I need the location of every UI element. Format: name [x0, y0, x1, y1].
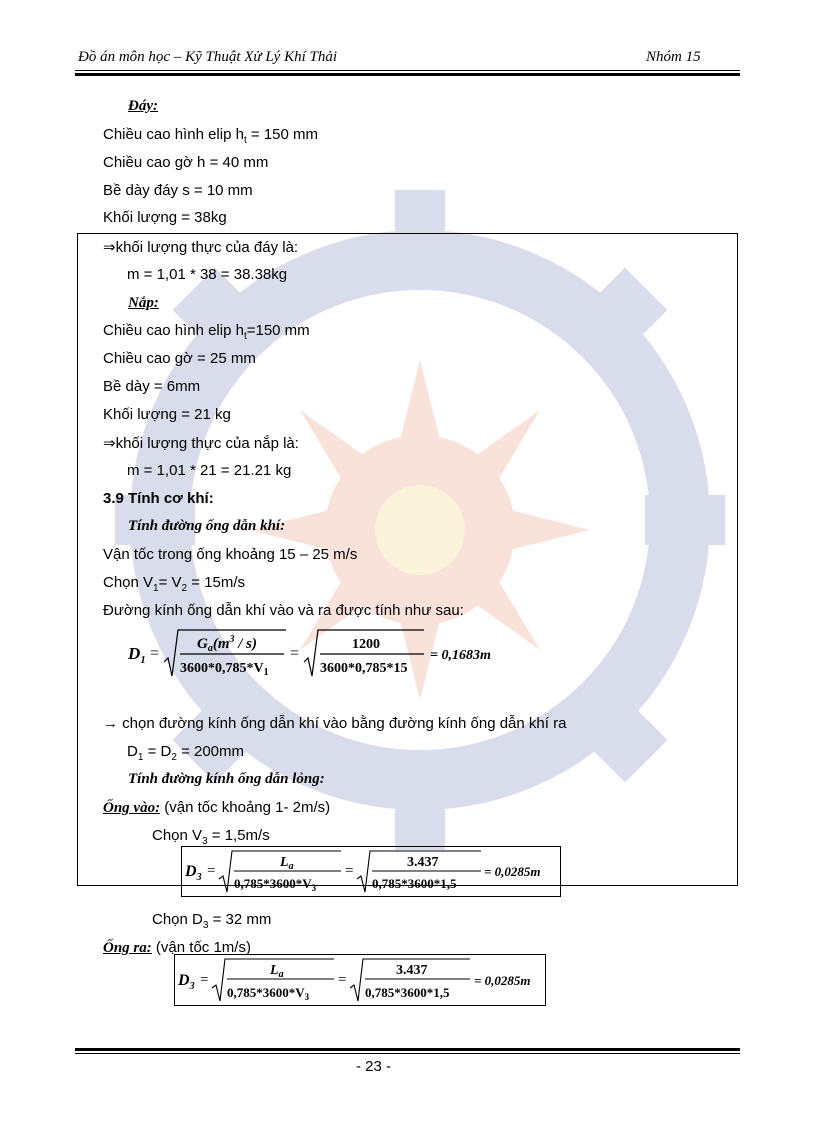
header-rule-thick: [75, 73, 740, 76]
bottom-real-mass: m = 1,01 * 38 = 38.38kg: [127, 266, 288, 283]
lid-mass: Khối lượng = 21 kg: [103, 406, 231, 423]
inlet-heading: Ống vào:: [103, 800, 161, 816]
svg-text:=: =: [338, 972, 347, 988]
lid-real-mass: m = 1,01 * 21 = 21.21 kg: [127, 462, 292, 479]
gas-diameter-intro: Đường kính ống dẫn khí vào và ra được tính như sau:: [103, 602, 464, 619]
svg-text:=: =: [345, 863, 354, 879]
bottom-real-mass-label: ⇒khối lượng thực của đáy là:: [103, 239, 299, 256]
svg-text:3.437: 3.437: [396, 963, 428, 978]
svg-text:1200: 1200: [352, 637, 380, 652]
bottom-heading: Đáy:: [128, 98, 158, 114]
header-group: Nhóm 15: [646, 49, 701, 65]
svg-text:=: =: [207, 863, 216, 879]
svg-text:3600*0,785*15: 3600*0,785*15: [320, 661, 408, 676]
outlet-heading: Ống ra:: [103, 940, 152, 956]
implies-arrow-icon: ⇒: [103, 239, 116, 256]
svg-text:=: =: [150, 645, 160, 662]
gas-velocity-range: Vận tốc trong ống khoảng 15 – 25 m/s: [103, 546, 358, 563]
gas-velocity-choice: Chọn $V_1= V_2 = 15m/s$: [103, 574, 246, 594]
header-title: Đồ án môn học – Kỹ Thuật Xử Lý Khí Thải: [78, 49, 338, 65]
inlet-diameter-equation: [185, 848, 557, 894]
gas-diameter-equation: [128, 626, 518, 680]
svg-text:La: $L_a$: [280, 855, 294, 872]
bottom-mass: Khối lượng = 38kg: [103, 209, 227, 226]
bottom-ellipse-height: Chiều cao hình elip $h_t = 150$ mm: [103, 126, 318, 146]
svg-text:0,785*3600*V3: $0,785*3600*V_3$: [227, 985, 310, 1002]
svg-text:=: =: [200, 972, 209, 988]
svg-text:= 0,1683m: = 0,1683m: [430, 648, 491, 663]
diameter-choice-note: → chọn đường kính ống dẫn khí vào bằng đường kính ống dẫn khí ra: [103, 715, 567, 732]
section-heading: 3.9 Tính cơ khí:: [103, 490, 214, 507]
svg-text:3600*0,785*V1: $3600*0,785*V_1$: [180, 661, 269, 678]
svg-text:= 0,0285m: = 0,0285m: [474, 973, 531, 988]
lid-rim-height: Chiều cao gờ = 25 mm: [103, 350, 256, 367]
svg-text:0,785*3600*V3: $0,785*3600*V_3$: [234, 876, 317, 893]
page-number: - 23 -: [356, 1058, 392, 1075]
lid-thickness: Bề dày = 6mm: [103, 378, 201, 395]
inlet-line: Ống vào: (vận tốc khoảng 1- 2m/s): [103, 799, 331, 816]
svg-text:D3: $D_3$: [185, 863, 202, 883]
right-arrow-icon: →: [103, 715, 118, 732]
inlet-diameter-choice: Chọn $D_3 = 32$ mm: [152, 911, 272, 931]
footer-rule-thin: [75, 1053, 740, 1054]
svg-text:3.437: 3.437: [407, 855, 439, 870]
svg-text:La: $L_a$: [270, 963, 284, 980]
footer-rule-thick: [75, 1048, 740, 1051]
svg-text:=: =: [290, 645, 300, 662]
outlet-diameter-equation: [178, 956, 542, 1003]
inlet-velocity-choice: Chọn $V_3 = 1,5m/s$: [152, 827, 270, 847]
liquid-pipe-heading: Tính đường kính ống dẫn lỏng:: [128, 771, 325, 787]
svg-text:0,785*3600*1,5: 0,785*3600*1,5: [365, 985, 450, 1000]
svg-text:D3: $D_3$: [178, 972, 195, 992]
svg-text:D1: $D_1$: [128, 644, 146, 666]
lid-ellipse-height: Chiều cao hình elip $h_t=150$ mm: [103, 322, 310, 342]
header-rule-thin: [75, 70, 740, 71]
outlet-line: Ống ra: (vận tốc 1m/s): [103, 939, 251, 956]
svg-text:= 0,0285m: = 0,0285m: [484, 864, 541, 879]
implies-arrow-icon: ⇒: [103, 435, 116, 452]
lid-heading: Nắp:: [128, 295, 159, 311]
gas-pipe-heading: Tính đường ống dẫn khí:: [128, 518, 286, 534]
diameter-choice-value: $D_1 = D_2 = 200mm$: [127, 743, 245, 763]
svg-text:Ga(m3 / s): $G_a(m^3 / s)$: [197, 634, 258, 654]
bottom-rim-height: Chiều cao gờ h = 40 mm: [103, 154, 269, 171]
lid-real-mass-label: ⇒khối lượng thực của nắp là:: [103, 435, 299, 452]
bottom-thickness: Bề dày đáy s = 10 mm: [103, 182, 253, 199]
svg-text:0,785*3600*1,5: 0,785*3600*1,5: [372, 876, 457, 891]
